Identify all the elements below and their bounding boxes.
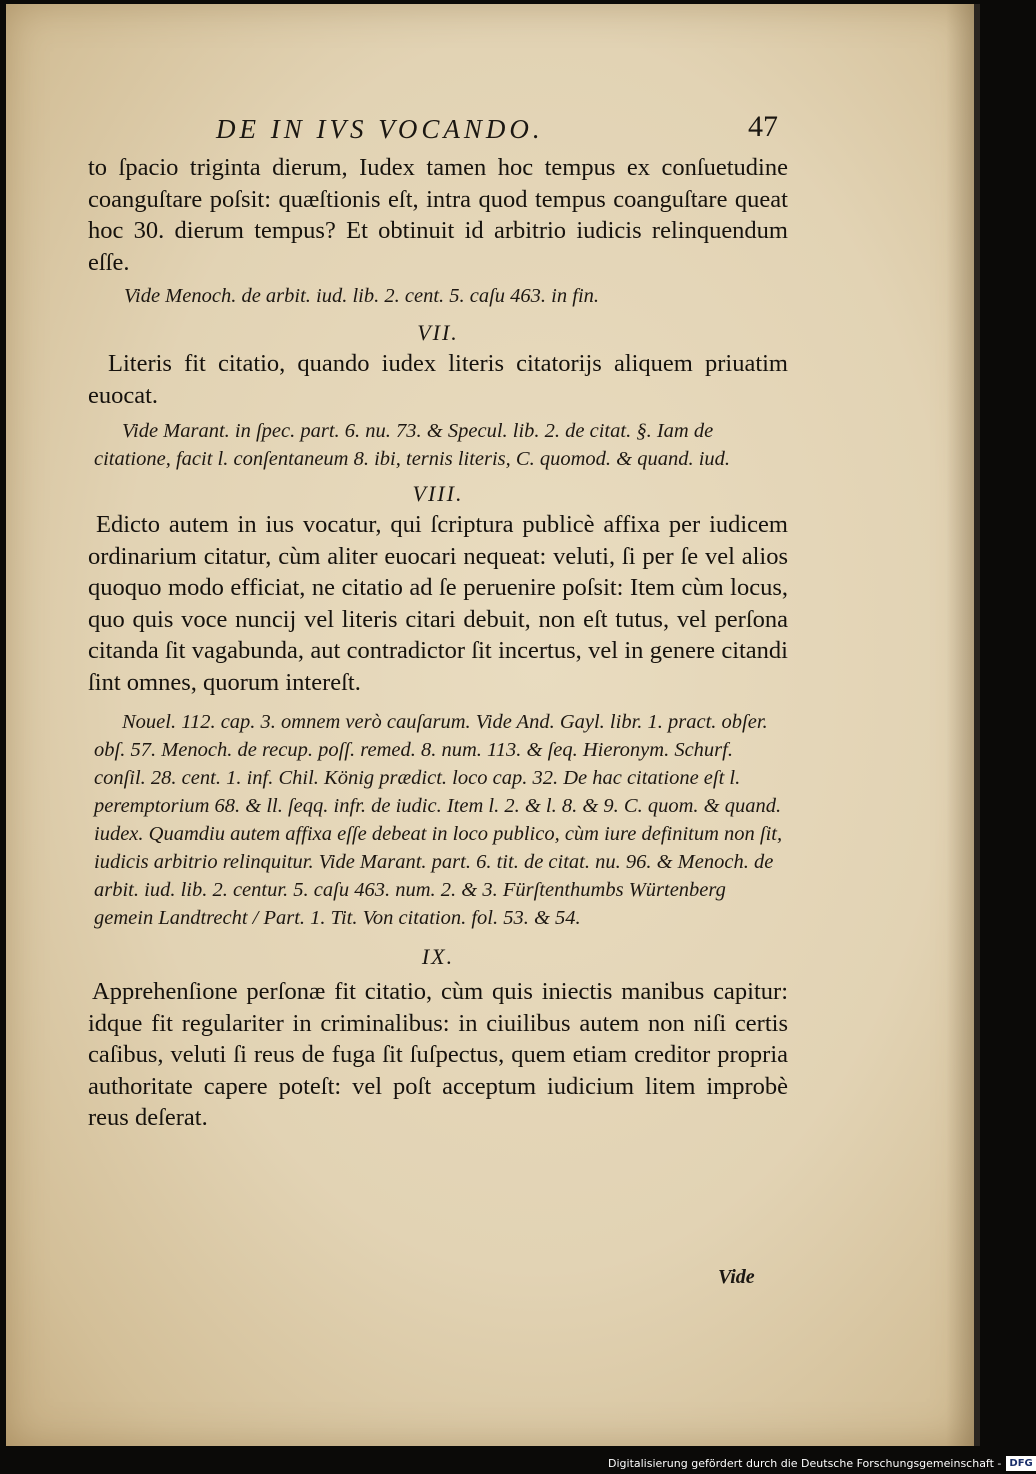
running-head: DE IN IVS VOCANDO. [216, 114, 544, 144]
page-content [88, 152, 788, 1134]
page-edge [974, 4, 980, 1446]
dfg-credit [608, 1454, 1036, 1472]
section-number-ix: IX. [421, 944, 455, 969]
citation-note-viii: Nouel. 112. cap. 3. omnem verò cauſarum. Vide And. Gayl. libr. 1. pract. obſer. obſ. 57. Menoch. de recup. poſſ. remed. 8. num. 113. & ſeq. Hieronym. Schurf. conſil. 28. cent. 1. inf. Chil. König prædict. loco cap. 32. De hac citatione eſt l. peremptorium 68. & ll. ſeqq. infr. de iudic. Item l. 2. & l. 8. & 9. C. quom. & quand. iudex. Quamdiu autem affixa eſſe debeat in loco publico, cùm iure definitum non ſit, iudicis arbitrio relinquitur. Vide Marant. part. 6. tit. de citat. nu. 96. & Menoch. de arbit. iud. lib. 2. centur. 5. caſu 463. num. 2. & 3. Fürſtenthumbs Würtenberg gemein Landtrecht / Part. 1. Tit. Von citation. fol. 53. & 54. [94, 711, 783, 929]
dfg-logo: DFG [1006, 1456, 1035, 1471]
paragraph-continued: to ſpacio triginta dierum, Iudex tamen hoc tempus ex conſuetudine coanguſtare poſsit: quæſtionis eſt, intra quod tempus coanguſtare queat hoc 30. dierum tempus? Et obtinuit id arbitrio iudicis relinquendum eſſe. [88, 154, 788, 276]
page-header [216, 110, 776, 156]
paragraph-viii: Edicto autem in ius vocatur, qui ſcriptura publicè affixa per iudicem ordinarium citatur, cùm aliter euocari nequeat: veluti, ſi per ſe vel alios quoquo modo efficiat, ne citatio ad ſe peruenire poſsit: Item cùm locus, quo quis voce nuncij vel literis citari debuit, non eſt tutus, vel perſona citanda ſit vagabunda, aut contradictor ſit incertus, vel in genere citandi ſint omnes, quorum intereſt. [88, 511, 788, 696]
citation-note-1: Vide Menoch. de arbit. iud. lib. 2. cent. 5. caſu 463. in fin. [124, 285, 600, 307]
book-page [6, 4, 974, 1446]
page-number: 47 [748, 110, 778, 143]
catchword: Vide [718, 1266, 755, 1288]
citation-note-vii: Vide Marant. in ſpec. part. 6. nu. 73. & Specul. lib. 2. de citat. §. Iam de citatione, facit l. conſentaneum 8. ibi, ternis literis, C. quomod. & quand. iud. [94, 420, 731, 470]
section-number-viii: VIII. [412, 481, 464, 506]
paragraph-ix: Apprehenſione perſonæ fit citatio, cùm quis iniectis manibus capitur: idque fit regulariter in criminalibus: in ciuilibus autem non niſi certis caſibus, veluti ſi reus de fuga ſit ſuſpectus, quem etiam creditor propria authoritate capere poteſt: vel poſt acceptum iudicium litem improbè reus deſerat. [88, 978, 788, 1131]
paragraph-vii: Literis fit citatio, quando iudex literis citatorijs aliquem priuatim euocat. [88, 350, 788, 409]
section-number-vii: VII. [417, 320, 459, 345]
dfg-credit-text: Digitalisierung gefördert durch die Deutsche Forschungsgemeinschaft - [608, 1456, 1002, 1470]
